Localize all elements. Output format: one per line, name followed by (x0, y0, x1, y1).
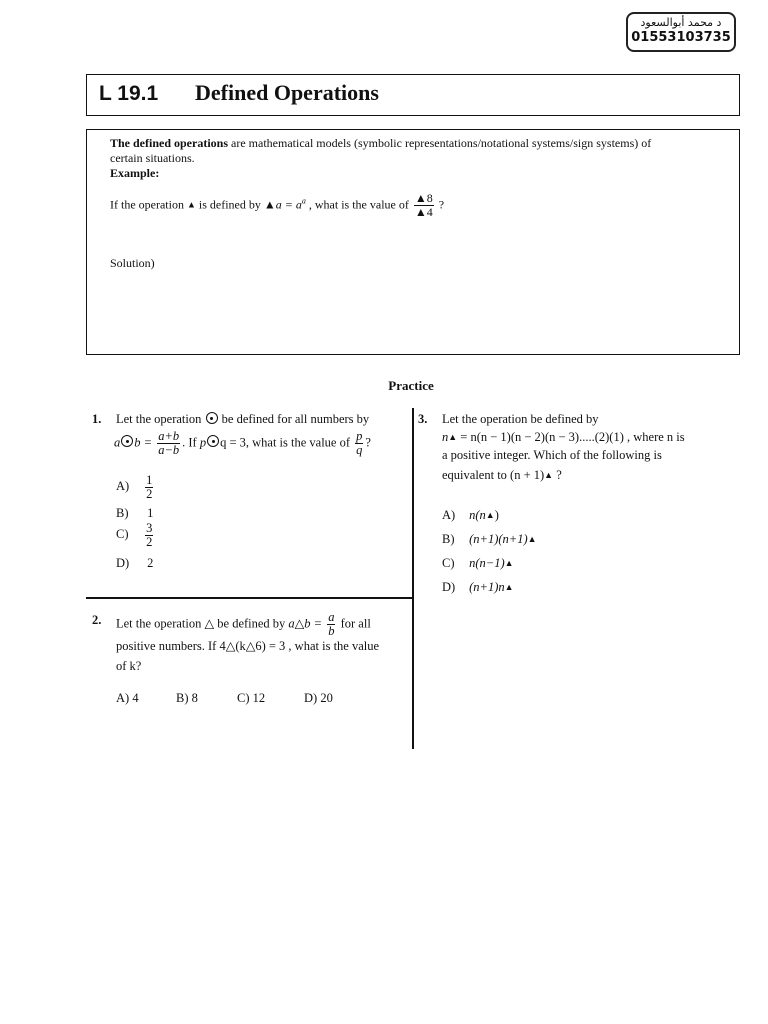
q1-def-b: b = (134, 435, 153, 450)
q1-question-fraction (355, 430, 363, 457)
triangle-superscript: ▲ (527, 534, 537, 544)
question-number: 2. (92, 613, 102, 627)
example-fraction (414, 192, 434, 219)
option-b[interactable] (116, 504, 153, 522)
question-2 (92, 605, 412, 715)
question-3-line-4 (442, 466, 562, 484)
question-3-line-3: a positive integer. Which of the following is (442, 448, 662, 462)
example-mid: is defined by (198, 197, 261, 212)
question-number: 3. (418, 412, 428, 426)
q3-question-end: ? (553, 468, 562, 482)
option-a[interactable] (116, 689, 139, 707)
option-label: B) (442, 532, 455, 546)
option-b[interactable] (442, 530, 537, 548)
q2-fraction-numerator: a (328, 610, 335, 624)
phone-number: 01553103735 (631, 30, 731, 45)
q3-equivalent: equivalent to (n + 1) (442, 468, 545, 482)
option-label: B) (116, 506, 129, 520)
option-label: D) (442, 580, 456, 594)
question-2-line-1 (116, 611, 371, 638)
solution-label: Solution) (110, 256, 155, 270)
option-value: n(n−1) (469, 556, 505, 570)
q2-fraction-denominator: b (328, 624, 335, 638)
triangle-superscript: ▲ (544, 470, 554, 480)
q1-def-a: a (114, 435, 121, 450)
option-value: (n+1)n (469, 580, 505, 594)
practice-heading: Practice (388, 378, 434, 393)
option-label: C) (442, 556, 455, 570)
triangle-superscript: ▲ (504, 558, 514, 568)
definition-body-2: certain situations. (110, 151, 195, 165)
q1-fraction-numerator: a+b (158, 429, 180, 443)
circle-dot-operator-icon (207, 435, 219, 447)
option-label: D) (116, 556, 130, 570)
q2-def-lhs: a△b = (288, 616, 323, 631)
triangle-superscript: ▲ (504, 582, 514, 592)
lesson-number: L 19.1 (99, 82, 159, 105)
option-b[interactable] (176, 689, 198, 707)
triangle-operator-icon: △ (204, 616, 215, 631)
question-1-line-2 (114, 430, 371, 457)
contact-stamp (626, 12, 736, 52)
option-label: A) (116, 479, 130, 494)
q3-n: n (442, 430, 449, 444)
q1-question-end: ? (365, 435, 371, 450)
example-fraction-denominator: ▲4 (414, 205, 433, 219)
option-label: A) (442, 508, 456, 522)
lesson-title-box (86, 74, 740, 116)
option-c[interactable] (237, 689, 265, 707)
q1-text-b: be defined for all numbers by (221, 412, 370, 426)
lesson-title: Defined Operations (195, 80, 379, 105)
option-value: 1 (147, 506, 154, 520)
question-3-line-2 (442, 428, 685, 446)
option-c[interactable] (442, 554, 514, 572)
q1-question-numerator: p (356, 429, 363, 443)
triangle-superscript: ▲ (448, 432, 458, 442)
option-value: (n+1)(n+1) (469, 532, 528, 546)
q2-text-a: Let the operation (116, 616, 202, 631)
example-label: Example: (110, 166, 160, 180)
circle-dot-operator-icon (121, 435, 133, 447)
option-fraction (145, 474, 153, 501)
q1-cond-a: . If (182, 435, 197, 450)
option-value: n(n (469, 508, 486, 522)
option-a[interactable] (116, 474, 155, 501)
question-number: 1. (92, 412, 102, 426)
q2-text-b: be defined by (217, 616, 286, 631)
option-d[interactable] (304, 689, 333, 707)
example-fraction-numerator: ▲8 (414, 191, 433, 205)
question-1 (92, 410, 412, 590)
question-divider (86, 597, 413, 599)
option-c[interactable] (116, 522, 155, 549)
question-3-line-1: Let the operation be defined by (442, 412, 599, 426)
q1-fraction-denominator: a−b (158, 443, 180, 457)
example-end: ? (438, 197, 445, 212)
option-tail: ) (494, 508, 499, 522)
option-value: 20 (320, 691, 333, 705)
option-d[interactable] (116, 554, 153, 572)
q1-question-denominator: q (356, 443, 363, 457)
option-label: A) (116, 691, 130, 705)
triangle-superscript: ▲ (485, 510, 495, 520)
option-label: C) (237, 691, 250, 705)
definition-body-1: are mathematical models (symbolic representations/notational systems/sign systems) of (228, 136, 652, 150)
question-2-line-2: positive numbers. If 4△(k△6) = 3 , what is the value (116, 639, 380, 653)
q2-text-c: for all (340, 616, 371, 631)
author-name: د محمد أبوالسعود (640, 16, 722, 29)
option-numerator: 3 (146, 521, 153, 535)
option-denominator: 2 (146, 487, 153, 501)
q3-factorial-definition: = n(n − 1)(n − 2)(n − 3).....(2)(1) , where n is (457, 430, 685, 444)
option-denominator: 2 (146, 535, 153, 549)
q2-definition-fraction (327, 611, 335, 638)
option-numerator: 1 (146, 473, 153, 487)
option-value: 2 (147, 556, 154, 570)
example-prefix: If the operation (110, 197, 184, 212)
example-definition: ▲a = a (263, 197, 302, 212)
example-statement (110, 192, 444, 219)
option-label: B) (176, 691, 189, 705)
q1-text-a: Let the operation (116, 412, 202, 426)
option-value: 12 (252, 691, 266, 705)
q1-cond-p: p (199, 435, 207, 450)
option-d[interactable] (442, 578, 514, 596)
definition-term: The defined operations (110, 136, 229, 150)
option-label: C) (116, 527, 129, 542)
definition-text (110, 136, 717, 151)
q1-cond-b: q = 3, what is the value of (220, 435, 351, 450)
option-fraction (145, 522, 153, 549)
question-1-line-1 (116, 410, 369, 428)
triangle-symbol: ▲ (186, 199, 196, 210)
option-value: 4 (132, 691, 139, 705)
option-label: D) (304, 691, 318, 705)
question-2-line-3: of k? (116, 659, 142, 673)
question-3 (418, 410, 736, 600)
definition-box (86, 129, 740, 355)
option-a[interactable] (442, 506, 499, 524)
circle-dot-operator-icon (206, 412, 218, 424)
option-value: 8 (191, 691, 198, 705)
column-divider (412, 408, 414, 749)
q1-definition-fraction (157, 430, 180, 457)
example-definition-exponent: a (301, 196, 306, 206)
example-question: , what is the value of (308, 197, 409, 212)
